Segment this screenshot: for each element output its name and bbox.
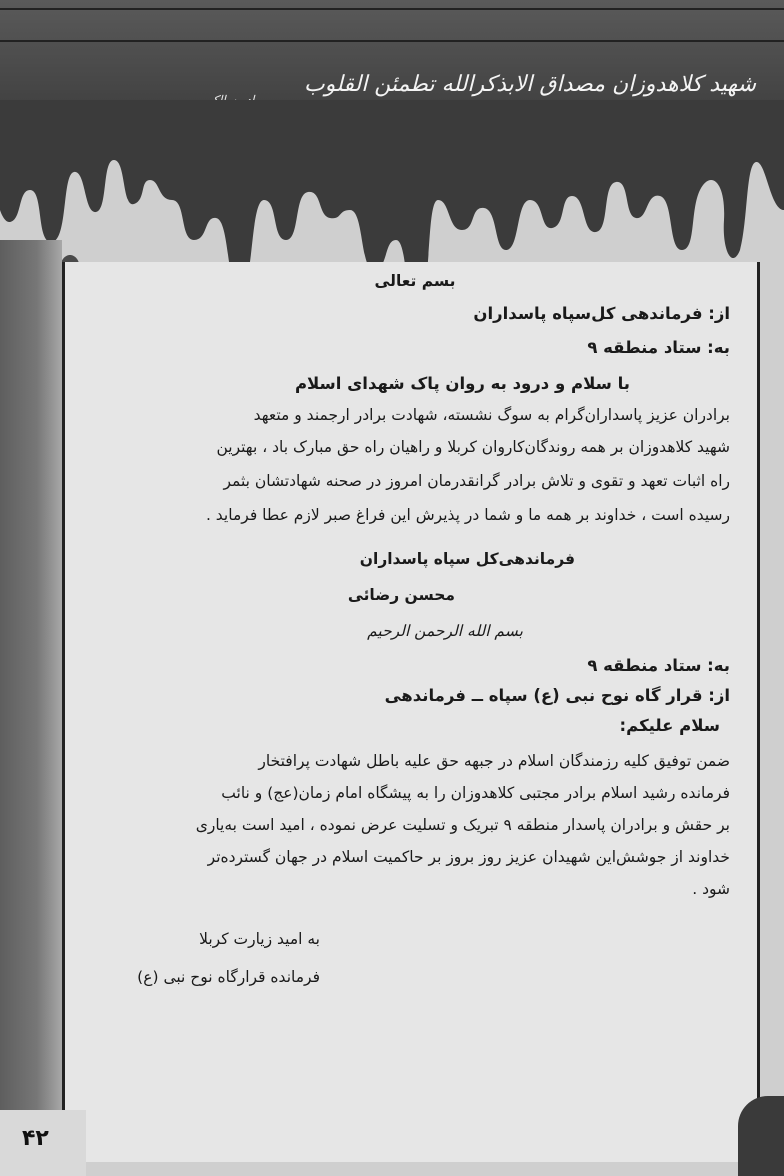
letter-frame <box>62 262 760 1162</box>
corner-decoration-right <box>738 1096 784 1176</box>
letter1-sign-name: محسن رضائی <box>347 586 455 604</box>
letter2-body-line: خداوند از جوشش‌این شهیدان عزیز روز بروز بر حاکمیت اسلام در جهان گسترده‌تر <box>207 848 730 866</box>
letter2-closing: به امید زیارت کربلا <box>199 930 320 948</box>
letter1-sign-org: فرماندهی‌کل سپاه پاسداران <box>359 550 575 568</box>
letter2-body-line: فرمانده رشید اسلام برادر مجتبی کلاهدوزان را به پیشگاه امام زمان(عج) و نائب <box>221 784 730 802</box>
banner-verse: شهید کلاهدوزان مصداق الابذکرالله تطمئن القلوب <box>304 72 756 97</box>
letter1-title: بسم تعالی <box>374 272 456 290</box>
letter2-body-line: شود . <box>692 880 730 898</box>
letter2-to: به: ستاد منطقه ۹ <box>587 656 730 675</box>
page-number: ۴۲ <box>22 1126 49 1151</box>
letter2-from: از: قرار گاه نوح نبی (ع) سپاه ــ فرماندهی <box>384 686 730 705</box>
letter2-title: بسم الله الرحمن الرحیم <box>367 622 523 640</box>
letter1-greeting: با سلام و درود به روان پاک شهدای اسلام <box>294 374 630 393</box>
letter1-from: از: فرماندهی کل‌سپاه پاسداران <box>473 304 730 323</box>
banner-rule-middle <box>0 40 784 42</box>
letter1-body-line: برادران عزیز پاسداران‌گرام به سوگ نشسته، شهادت برادر ارجمند و متعهد <box>253 406 730 424</box>
letter2-body-line: بر حقش و برادران پاسدار منطقه ۹ تبریک و تسلیت عرض نموده ، امید است به‌یاری <box>195 816 730 834</box>
letter1-to: به: ستاد منطقه ۹ <box>587 338 730 357</box>
letter1-body-line: راه اثبات تعهد و تقوی و تلاش برادر گرانقدرمان امروز در صحنه شهادتشان بثمر <box>223 472 730 490</box>
letter1-body-line: رسیده است ، خداوند بر همه ما و شما در پذیرش این فراغ صبر لازم عطا فرماید . <box>205 506 730 524</box>
letter2-body-line: ضمن توفیق کلیه رزمندگان اسلام در جبهه حق علیه باطل شهادت پرافتخار <box>258 752 730 770</box>
letter1-body-line: شهید کلاهدوزان بر همه روندگان‌کاروان کربلا و راهیان راه حق مبارک باد ، بهترین <box>216 438 730 456</box>
left-border-decoration <box>0 240 62 1140</box>
letter2-sign: فرمانده قرارگاه نوح نبی (ع) <box>137 968 320 986</box>
letter2-greeting: سلام علیکم: <box>619 716 720 735</box>
banner-rule-top <box>0 8 784 10</box>
